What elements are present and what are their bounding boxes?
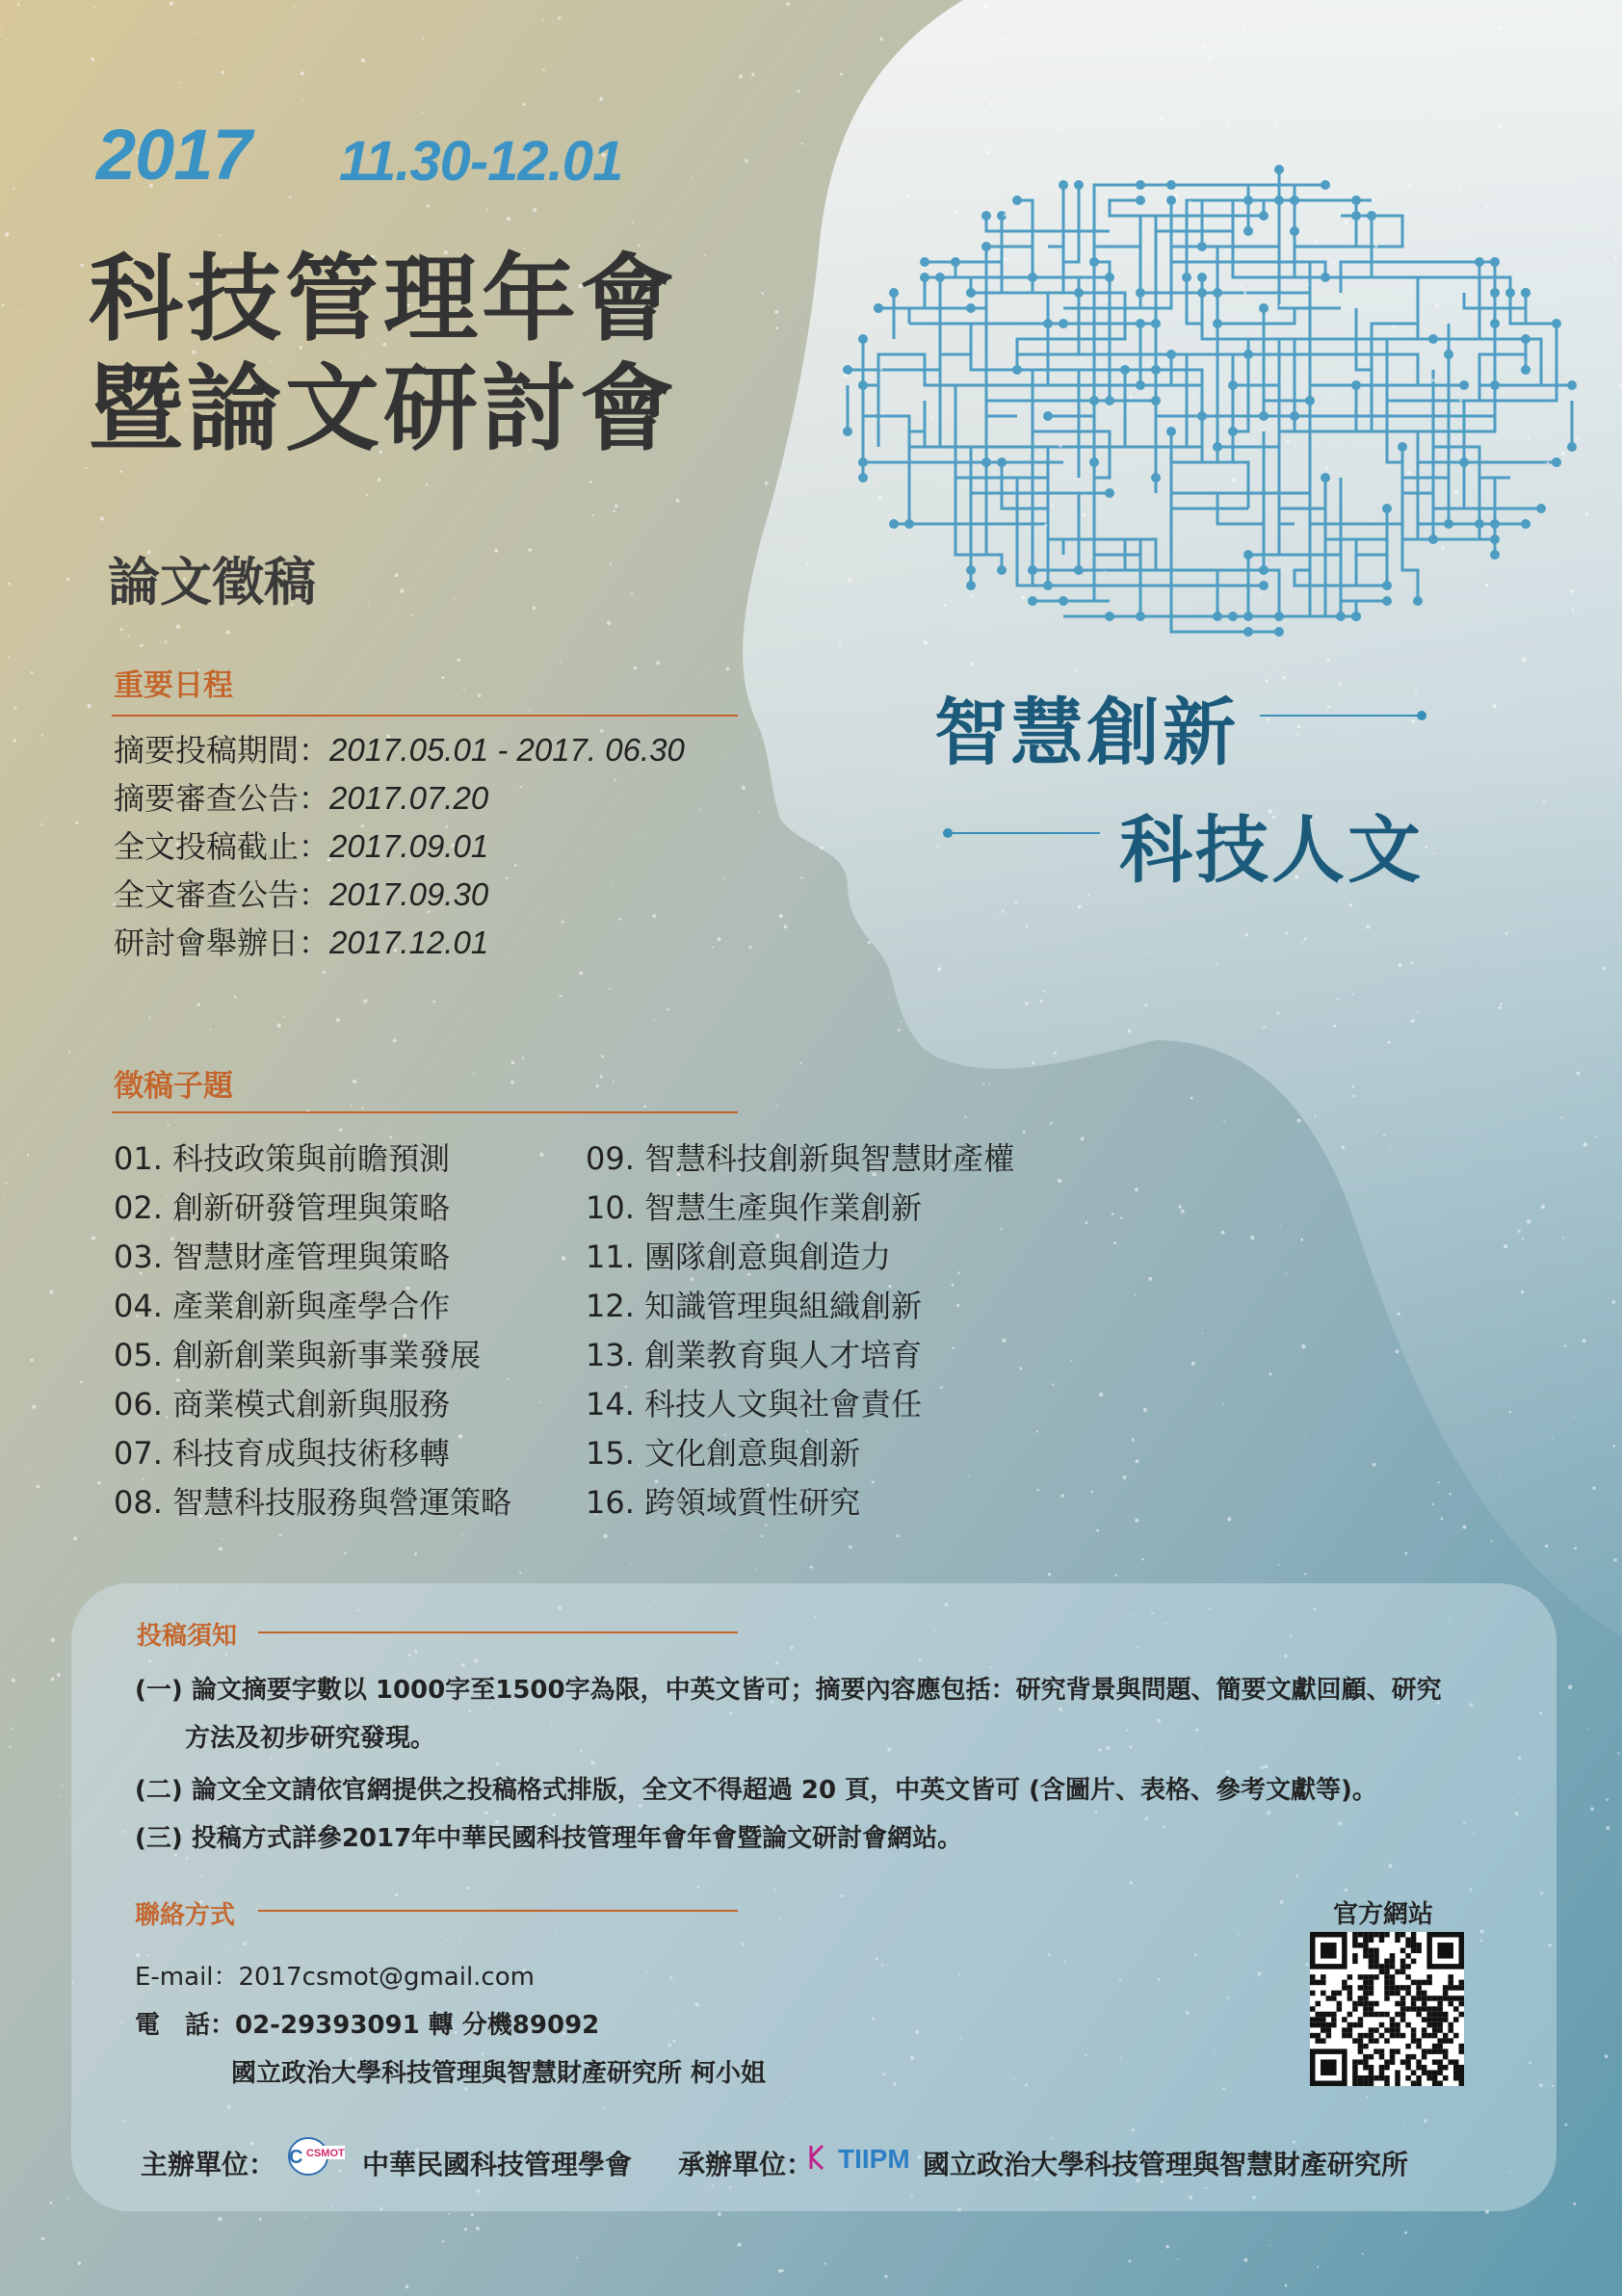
circuit-node: [1567, 442, 1577, 452]
circuit-node: [1136, 196, 1145, 205]
circuit-node: [1490, 550, 1500, 560]
circuit-node: [1521, 288, 1530, 298]
tiipm-logo-text: TIIPM: [838, 2144, 910, 2174]
circuit-node: [1382, 596, 1392, 606]
circuit-node: [843, 365, 852, 375]
svg-text:C: C: [289, 2147, 303, 2168]
circuit-node: [1490, 380, 1500, 390]
guideline-item-2: (二) 論文全文請依官網提供之投稿格式排版，全文不得超過 20 頁，中英文皆可 (含圖片、表格、參考文獻等)。: [135, 1776, 1377, 1805]
schedule-label: 全文審查公告：: [114, 876, 330, 913]
circuit-node: [1059, 180, 1068, 190]
topics-heading: 徵稿子題: [114, 1069, 233, 1104]
circuit-node: [1151, 319, 1161, 328]
circuit-node: [981, 211, 991, 221]
contact-person: 國立政治大學科技管理與智慧財產研究所 柯小姐: [231, 2059, 767, 2088]
circuit-node: [1413, 596, 1423, 606]
tiipm-logo-mark: [807, 2140, 826, 2175]
csmot-logo: [285, 2134, 351, 2179]
topic-item: 01. 科技政策與前瞻預測: [114, 1140, 451, 1177]
topic-item: 06. 商業模式創新與服務: [114, 1386, 451, 1422]
circuit-node: [1382, 504, 1392, 513]
topic-item: 16. 跨領域質性研究: [586, 1484, 861, 1521]
contact-email: E-mail：2017csmot@gmail.com: [135, 1963, 535, 1992]
circuit-node: [1428, 535, 1438, 544]
contact-divider: [258, 1910, 738, 1912]
circuit-node: [1105, 488, 1114, 498]
circuit-node: [1243, 627, 1253, 637]
circuit-node: [1028, 596, 1037, 606]
circuit-node: [966, 581, 976, 590]
circuit-node: [858, 473, 868, 483]
circuit-node: [1398, 442, 1407, 452]
schedule-date: 2017.05.01 - 2017. 06.30: [329, 732, 685, 768]
organizer-host-name: 中華民國科技管理學會: [362, 2149, 633, 2180]
circuit-node: [1228, 612, 1238, 621]
circuit-node: [889, 288, 899, 298]
circuit-node: [1567, 380, 1577, 390]
circuit-node: [951, 257, 960, 267]
slogan-line-1: 智慧創新: [934, 690, 1239, 775]
circuit-node: [889, 519, 899, 529]
topic-item: 08. 智慧科技服務與營運策略: [114, 1484, 512, 1521]
circuit-node: [1043, 411, 1053, 421]
circuit-node: [1521, 365, 1530, 375]
call-for-papers-heading: 論文徵稿: [108, 552, 316, 613]
circuit-node: [1367, 211, 1376, 221]
topic-item: 05. 創新創業與新事業發展: [114, 1337, 482, 1373]
circuit-node: [1459, 380, 1469, 390]
event-dates: 11.30-12.01: [339, 130, 623, 193]
qr-code[interactable]: [1310, 1932, 1464, 2086]
circuit-node: [1351, 380, 1361, 390]
circuit-node: [981, 242, 991, 251]
schedule-date: 2017.07.20: [329, 780, 489, 816]
circuit-node: [1228, 380, 1238, 390]
circuit-node: [1490, 257, 1500, 267]
circuit-node: [1274, 165, 1284, 174]
circuit-node: [1059, 596, 1068, 606]
topic-item: 04. 產業創新與產學合作: [114, 1288, 451, 1324]
page-title-line-1: 科技管理年會: [89, 245, 679, 354]
topic-item: 07. 科技育成與技術移轉: [114, 1435, 451, 1472]
schedule-heading: 重要日程: [114, 668, 233, 703]
contact-heading: 聯絡方式: [135, 1901, 236, 1930]
circuit-node: [1197, 273, 1207, 282]
schedule-row: [114, 726, 685, 770]
topic-item: 02. 創新研發管理與策略: [114, 1189, 451, 1226]
topic-item: 10. 智慧生產與作業創新: [586, 1189, 923, 1226]
circuit-node: [1012, 196, 1022, 205]
slogan-decor-line-1: [1260, 709, 1429, 722]
circuit-node: [1305, 396, 1315, 405]
topic-item: 15. 文化創意與創新: [586, 1435, 861, 1472]
circuit-node: [966, 565, 976, 575]
circuit-node: [1274, 627, 1284, 637]
circuit-node: [1259, 565, 1269, 575]
contact-phone: 電 話：02-29393091 轉 分機89092: [135, 2011, 600, 2040]
schedule-date: 2017.09.30: [329, 876, 489, 912]
topic-item: 13. 創業教育與人才培育: [586, 1337, 923, 1373]
circuit-node: [1521, 519, 1530, 529]
topic-item: 12. 知識管理與組織創新: [586, 1288, 923, 1324]
organizer-co-name: 國立政治大學科技管理與智慧財產研究所: [923, 2149, 1409, 2180]
circuit-node: [1444, 350, 1453, 359]
schedule-row: [114, 822, 488, 867]
topics-left-column: [114, 1135, 511, 1527]
schedule-row: [114, 871, 488, 915]
circuit-node: [1028, 565, 1037, 575]
circuit-node: [920, 257, 929, 267]
circuit-node: [843, 427, 852, 436]
slogan-decor-line-2: [942, 826, 1104, 840]
circuit-node: [966, 288, 976, 298]
topic-item: 09. 智慧科技創新與智慧財產權: [586, 1140, 1015, 1177]
circuit-node: [1043, 319, 1053, 328]
slogan-line-2: 科技人文: [1119, 807, 1424, 893]
circuit-node: [1166, 427, 1176, 436]
topic-item: 03. 智慧財產管理與策略: [114, 1239, 451, 1275]
event-year: 2017: [96, 115, 251, 195]
schedule-label: 全文投稿截止：: [114, 828, 330, 865]
circuit-node: [1243, 550, 1253, 560]
guidelines-heading: 投稿須知: [137, 1622, 238, 1651]
circuit-node: [997, 565, 1007, 575]
circuit-node: [874, 303, 883, 313]
circuit-node: [1259, 581, 1269, 590]
schedule-date: 2017.12.01: [329, 925, 489, 960]
topics-divider: [112, 1111, 738, 1113]
page-title-line-2: 暨論文研討會: [89, 354, 679, 464]
circuit-node: [1213, 612, 1222, 621]
circuit-node: [1321, 180, 1330, 190]
qr-label: 官方網站: [1333, 1900, 1434, 1929]
csmot-logo-text: CSMOT: [306, 2148, 345, 2159]
circuit-node: [1382, 581, 1392, 590]
guideline-item-1-cont: 方法及初步研究發現。: [185, 1724, 436, 1753]
guideline-item-3: (三) 投稿方式詳參2017年中華民國科技管理年會年會暨論文研討會網站。: [135, 1824, 963, 1853]
circuit-node: [858, 457, 868, 467]
schedule-row: [114, 774, 488, 819]
guideline-item-1: (一) 論文摘要字數以 1000字至1500字為限，中英文皆可；摘要內容應包括：研究背景與問題、簡要文獻回顧、研究: [135, 1676, 1442, 1705]
circuit-node: [1043, 581, 1053, 590]
circuit-node: [1136, 319, 1145, 328]
circuit-node: [1351, 196, 1361, 205]
schedule-label: 摘要投稿期間：: [114, 732, 330, 769]
circuit-node: [858, 334, 868, 344]
topic-item: 14. 科技人文與社會責任: [586, 1386, 923, 1422]
circuit-node: [920, 273, 929, 282]
topic-item: 11. 團隊創意與創造力: [586, 1239, 892, 1275]
circuit-node: [1552, 457, 1561, 467]
circuit-node: [1321, 473, 1330, 483]
schedule-label: 摘要審查公告：: [114, 780, 330, 817]
circuit-node: [1089, 396, 1099, 405]
circuit-node: [1243, 226, 1253, 236]
circuit-node: [1074, 180, 1084, 190]
guidelines-divider: [258, 1631, 738, 1633]
topics-right-column: [586, 1135, 1014, 1527]
circuit-node: [1151, 473, 1161, 483]
schedule-row: [114, 919, 488, 963]
circuit-node: [858, 380, 868, 390]
schedule-date: 2017.09.01: [329, 828, 489, 864]
schedule-label: 研討會舉辦日：: [114, 925, 330, 961]
schedule-divider: [112, 715, 738, 717]
circuit-node: [1536, 504, 1546, 513]
organizer-host-label: 主辦單位：: [141, 2149, 276, 2180]
circuit-node: [1351, 612, 1361, 621]
organizer-co-label: 承辦單位：: [678, 2149, 814, 2180]
circuit-node: [1475, 257, 1484, 267]
